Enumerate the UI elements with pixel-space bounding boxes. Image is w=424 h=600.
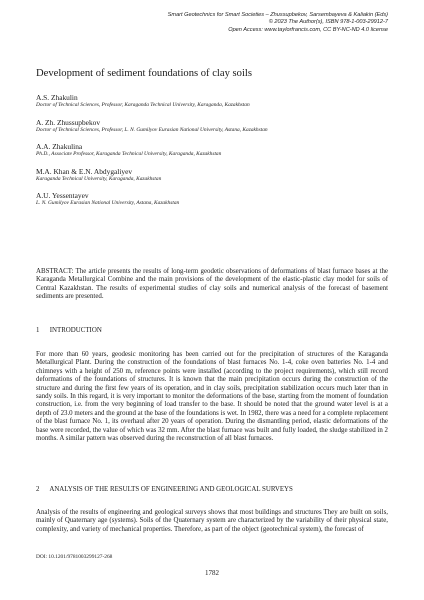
author-name: A.S. Zhakulin [36, 93, 78, 102]
running-header [168, 12, 388, 34]
header-editors-line: Smart Geotechnics for Smart Societies – Zhussupbekov, Sarsembayeva & Kaliakin (Eds) [167, 12, 388, 18]
author-affiliation: Karaganda Technical University, Karaganda, Kazakhstan [36, 175, 162, 182]
author-affiliation: Ph.D., Associate Professor, Karaganda Technical University, Karaganda, Kazakhstan [36, 151, 222, 158]
author-block [36, 142, 396, 158]
author-block [36, 191, 396, 207]
abstract: ABSTRACT: The article presents the results of long-term geodetic observations of deformations of blast furnace bases at the Karaganda Metallurgical Combine and the main provisions of the development of the elastic-plastic clay model for soils of Central Kazakhstan. The results of experimental studies of clay soils and numerical analysis of the forecast of basement sediments are presented. [36, 268, 388, 301]
author-name: A.U. Yessentayev [36, 191, 89, 201]
section-heading-analysis [36, 486, 396, 494]
section-title: INTRODUCTION [49, 327, 102, 334]
author-affiliation: Doctor of Technical Sciences, Professor, L. N. Gumilyov Eurasian National University, Astana, Kazakhstan [36, 126, 268, 133]
section-number: 1 [36, 327, 40, 334]
section-title: ANALYSIS OF THE RESULTS OF ENGINEERING AND GEOLOGICAL SURVEYS [49, 486, 293, 493]
author-block [36, 167, 396, 183]
author-name: A.A. Zhakulina [36, 142, 83, 152]
section-heading-introduction [36, 327, 396, 335]
analysis-paragraph: Analysis of the results of engineering and geological surveys shows that most buildings and structures They are built on soils, mainly of Quaternary age (systems). Soils of the Quaternary system are characterized by the variability of their physical state, complexity, and variety of mechanical properties. Therefore, as part of the object (geotechnical system), the forecast of [36, 509, 388, 533]
author-name: M.A. Khan & E.N. Abdygaliyev [36, 166, 133, 176]
introduction-paragraph: For more than 60 years, geodesic monitoring has been carried out for the precipitation of structures of the Karaganda Metallurgical Plant. During the construction of the foundations of blast furnaces No. 1-4, coke oven batteries No. 1-4 and chimneys with a height of 250 m, reference points were installed (according to the project requirements), which still record deformations of the foundations of structures. It is known that the main precipitation occurs during the construction of the structure and during the first few years of its operation, and in clay soils, precipitation stabilization occurs much later than in sandy soils. In this regard, it is very important to monitor the deformations of the base, starting from the moment of foundation construction, i.e. from the very beginning of load transfer to the base. It should be noted that the ground water level is at a depth of 23.0 meters and the ground at the base of the foundations is wet. In 1982, there was a need for a complete replacement of the blast furnace No. 1, its overhaul after 20 years of operation. During the dismantling period, elastic deformations of the base were recorded, the value of which was 32 mm. After the blast furnace was built and fully loaded, the sludge stabilized in 2 months. A similar pattern was observed during the reconstruction of all blast furnaces. [36, 351, 388, 443]
author-block [36, 93, 396, 109]
page-number: 1782 [205, 569, 219, 577]
doi-line: DOI: 10.1201/9781003299127-268 [36, 554, 113, 560]
paper-title: Development of sediment foundations of clay soils [36, 68, 252, 79]
header-copyright-line: © 2023 The Author(s), ISBN 978-1-003-29912-7 [268, 19, 388, 26]
author-list [36, 93, 396, 216]
header-license-line: Open Access: www.taylorfrancis.com, CC BY-NC-ND 4.0 license [228, 26, 388, 33]
author-name: A. Zh. Zhussupbekov [36, 117, 101, 127]
author-block [36, 118, 396, 134]
section-number: 2 [36, 486, 40, 493]
author-affiliation: L. N. Gumilyov Eurasian National University, Astana, Kazakhstan [36, 200, 180, 207]
author-affiliation: Doctor of Technical Sciences, Professor, Karaganda Technical University, Karaganda, Kazakhstan [36, 102, 250, 108]
